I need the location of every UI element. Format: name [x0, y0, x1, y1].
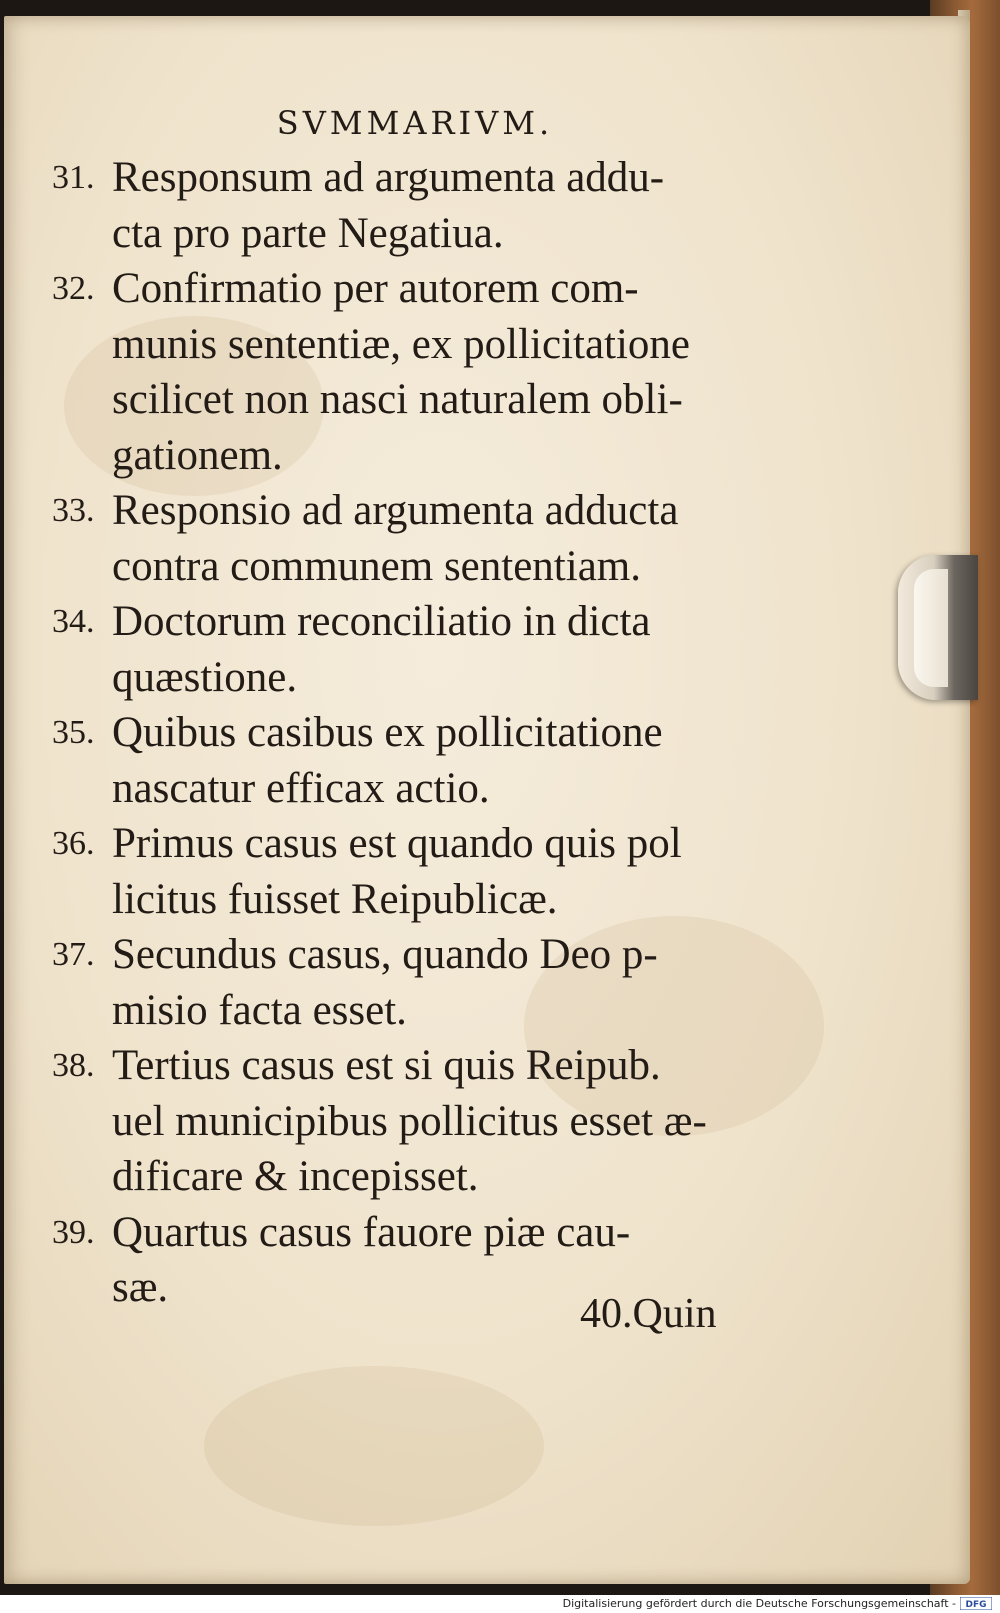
entry-number: 37.	[52, 936, 95, 973]
dfg-logo-text: DFG	[965, 1600, 987, 1610]
running-heading: SVMMARIVM.	[276, 104, 554, 142]
summary-entry	[52, 594, 772, 705]
entry-text: Quartus casus fauore piæ cau- sæ.	[112, 1208, 631, 1311]
footer-credit: Digitalisierung gefördert durch die Deutsche Forschungsgemeinschaft -	[562, 1597, 956, 1610]
summary-entry	[52, 261, 772, 483]
entry-number: 36.	[52, 825, 95, 862]
entry-text: Secundus casus, quando Deo p- misio facta esset.	[112, 931, 658, 1034]
summary-entry	[52, 705, 772, 816]
book-clasp	[898, 555, 978, 700]
entry-number: 39.	[52, 1213, 95, 1251]
entry-number: 35.	[52, 714, 95, 751]
entry-text: Primus casus est quando quis pol licitus fuisset Reipublicæ.	[112, 820, 682, 923]
entry-text: Quibus casibus ex pollicitatione nascatur efficax actio.	[112, 709, 663, 812]
summary-entry	[52, 483, 772, 594]
dfg-logo-icon	[960, 1597, 992, 1610]
entry-number: 32.	[52, 270, 95, 307]
digitization-footer	[0, 1595, 1000, 1613]
entry-text: Responsum ad argumenta addu- cta pro parte Negatiua.	[112, 154, 665, 257]
summary-entry	[52, 1038, 772, 1205]
entry-number: 33.	[52, 492, 95, 529]
summary-entry	[52, 150, 772, 261]
summary-entry	[52, 927, 772, 1038]
entry-text: Tertius casus est si quis Reipub. uel municipibus pollicitus esset æ- dificare & incepisset.	[112, 1042, 707, 1200]
entry-text: Doctorum reconciliatio in dicta quæstione.	[112, 598, 651, 701]
summary-entry	[52, 816, 772, 927]
summary-entries	[52, 150, 772, 1316]
entry-number: 34.	[52, 603, 95, 640]
entry-number: 31.	[52, 159, 95, 196]
entry-number: 38.	[52, 1047, 95, 1084]
catchword: 40.Quin	[580, 1291, 717, 1337]
entry-text: Confirmatio per autorem com- munis sententiæ, ex pollicitatione scilicet non nasci naturalem obli- gationem.	[112, 265, 691, 479]
entry-text: Responsio ad argumenta adducta contra communem sententiam.	[112, 487, 679, 590]
